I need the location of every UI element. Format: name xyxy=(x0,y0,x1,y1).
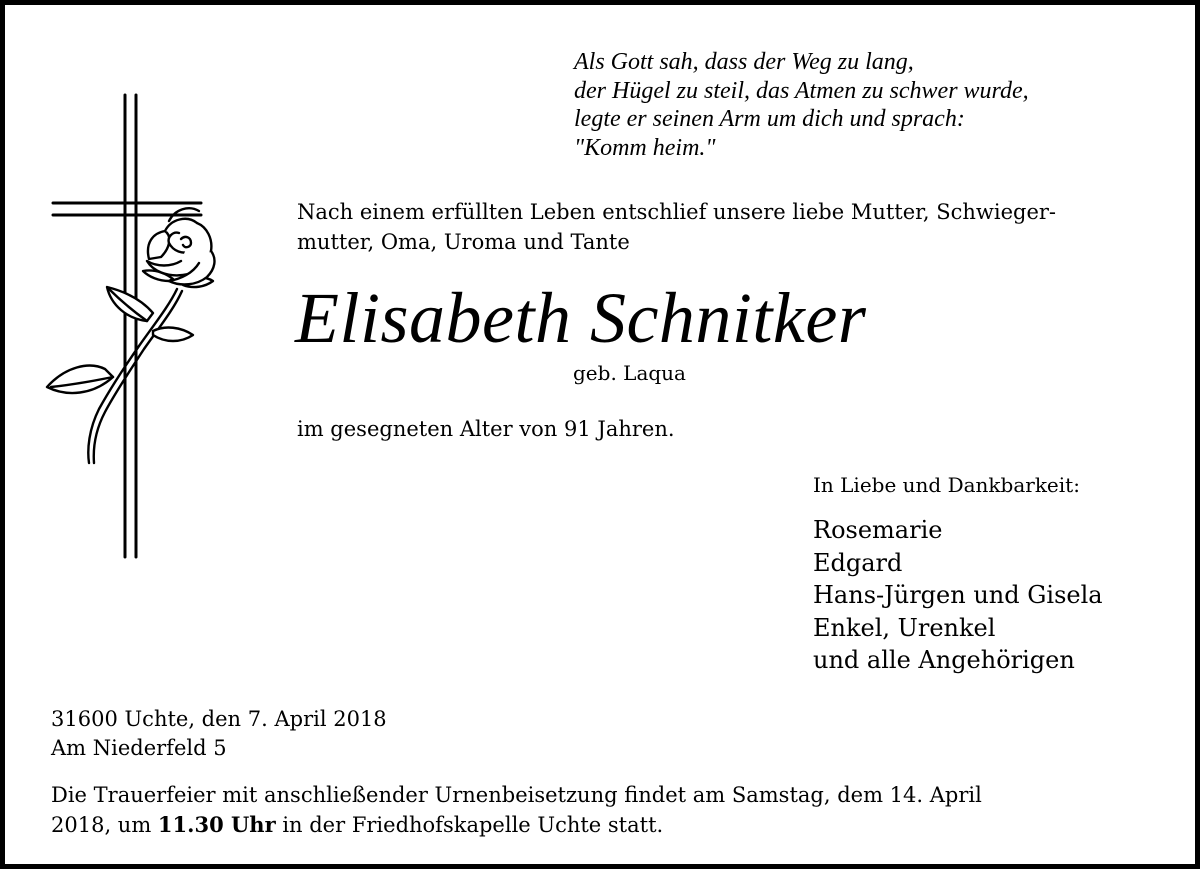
mourner-name: Enkel, Urenkel xyxy=(813,613,996,642)
funeral-location: in der Friedhofskapelle Uchte statt. xyxy=(275,813,664,837)
poem-line: legte er seinen Arm um dich und sprach: xyxy=(574,106,965,132)
age-text: im gesegneten Alter von 91 Jahren. xyxy=(297,417,675,441)
funeral-line xyxy=(51,810,982,840)
place-and-date xyxy=(51,705,387,762)
funeral-info xyxy=(51,780,982,840)
address-line: Am Niederfeld 5 xyxy=(51,735,227,760)
birth-name: geb. Laqua xyxy=(573,361,686,385)
intro-line: Nach einem erfüllten Leben entschlief unsere liebe Mutter, Schwieger- xyxy=(297,200,1057,224)
funeral-date-year: 2018, um xyxy=(51,813,158,837)
intro-line: mutter, Oma, Uroma und Tante xyxy=(297,230,630,254)
poem-line: der Hügel zu steil, das Atmen zu schwer wurde, xyxy=(574,77,1029,104)
mourners-heading: In Liebe und Dankbarkeit: xyxy=(813,473,1080,497)
mourner-name: Hans-Jürgen und Gisela xyxy=(813,581,1103,609)
poem xyxy=(574,48,1029,162)
mourners-list xyxy=(813,514,1103,677)
cross-with-rose-icon xyxy=(41,91,221,561)
funeral-line: Die Trauerfeier mit anschließender Urnenbeisetzung findet am Samstag, dem 14. April xyxy=(51,783,982,807)
poem-line: Als Gott sah, dass der Weg zu lang, xyxy=(574,49,914,75)
funeral-time: 11.30 Uhr xyxy=(157,812,276,837)
poem-line: "Komm heim." xyxy=(574,134,716,161)
intro-text xyxy=(297,197,1056,257)
mourner-name: und alle Angehörigen xyxy=(813,646,1075,674)
place-date-line: 31600 Uchte, den 7. April 2018 xyxy=(51,707,387,731)
mourner-name: Rosemarie xyxy=(813,516,943,544)
mourner-name: Edgard xyxy=(813,548,903,577)
deceased-name: Elisabeth Schnitker xyxy=(295,278,867,358)
